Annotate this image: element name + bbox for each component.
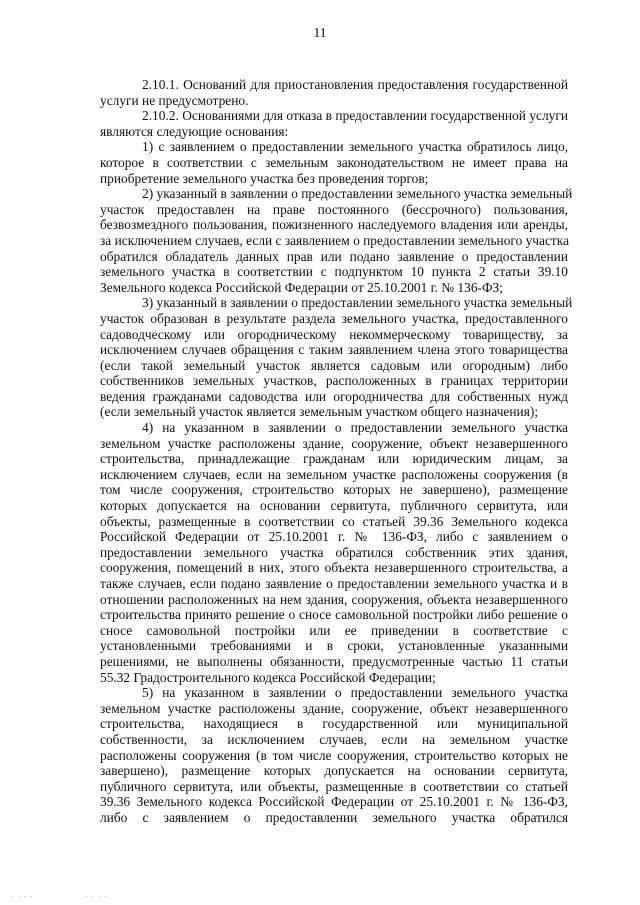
text-line: за исключением случаев, если с заявлением о предоставлении земельного участка xyxy=(100,232,570,248)
document-body xyxy=(100,77,573,826)
scan-mark-left: . . . . xyxy=(12,890,33,899)
text-line: сносе самовольной постройки или ее приведении в соответствие с xyxy=(100,622,568,638)
text-line: отношении расположенных на нем здания, сооружения, объекта незавершенного xyxy=(100,591,568,607)
text-line: земельном участке расположены здание, сооружение, объект незавершенного xyxy=(100,435,568,451)
text-line: приобретение земельного участка без проведения торгов; xyxy=(100,170,429,186)
text-line: Российской Федерации от 25.10.2001 г. № 136-ФЗ, либо с заявлением о xyxy=(100,529,568,545)
text-line: (если земельный участок является земельным участком общего назначения); xyxy=(100,404,539,420)
text-line: решениями, не выполнены обязанности, предусмотренные частью 11 статьи xyxy=(100,653,568,669)
text-line: Земельного кодекса Российской Федерации от 25.10.2001 г. № 136-ФЗ; xyxy=(100,279,503,295)
text-line: 2.10.1. Оснований для приостановления предоставления государственной xyxy=(142,77,568,92)
text-line: 2) указанный в заявлении о предоставлении земельного участка земельный xyxy=(142,186,573,202)
text-line: исключением случаев обращения с таким заявлением члена этого товарищества xyxy=(100,342,568,358)
text-line: ведения гражданами садоводства или огородничества для собственных нужд xyxy=(100,388,568,404)
text-line: участок образован в результате раздела земельного участка, предоставленного xyxy=(100,310,568,326)
text-line: строительства, находящиеся в государственной или муниципальной xyxy=(100,716,568,732)
text-line: которых допускается на основании сервитута, публичного сервитута, или xyxy=(100,498,568,514)
text-line: том числе сооружения, строительство которых не завершено), размещение xyxy=(100,482,568,498)
text-line: 2.10.2. Основаниями для отказа в предоставлении государственной услуги xyxy=(142,108,568,124)
text-line: земельного участка в соответствии с подпунктом 10 пункта 2 статьи 39.10 xyxy=(100,264,568,280)
text-line: объекты, размещенные в соответствии со статьей 39.36 Земельного кодекса xyxy=(100,513,568,529)
scan-mark-right: . . . . xyxy=(86,890,107,899)
text-line: также случаев, если подано заявление о предоставлении земельного участка и в xyxy=(100,576,568,591)
text-line: участок предоставлен на праве постоянного (бессрочного) пользования, xyxy=(100,201,568,217)
page-number: 11 xyxy=(313,25,327,40)
text-line: публичного сервитута, или объекты, размещенные в соответствии со статьей xyxy=(100,778,568,794)
text-line: строительства, принадлежащие гражданам или юридическим лицам, за xyxy=(100,451,568,467)
text-line: 55.32 Градостроительного кодекса Российской Федерации; xyxy=(100,669,436,685)
text-line: либо с заявлением о предоставлении земельного участка обратился xyxy=(100,809,568,825)
text-line: 3) указанный в заявлении о предоставлении земельного участка земельный xyxy=(142,295,573,311)
text-line: собственников земельных участков, расположенных в границах территории xyxy=(100,373,568,389)
text-line: безвозмездного пользования, пожизненного наследуемого владения или аренды, xyxy=(100,217,568,233)
text-line: обратился обладатель данных прав или подано заявление о предоставлении xyxy=(100,248,568,264)
text-line: земельном участке расположены здание, сооружение, объект незавершенного xyxy=(100,700,568,716)
text-line: садоводческому или огородническому некоммерческому товариществу, за xyxy=(100,326,568,342)
text-line: расположены сооружения (в том числе сооружения, строительство которых не xyxy=(100,747,568,763)
text-line: 4) на указанном в заявлении о предоставлении земельного участка xyxy=(142,420,568,436)
text-line: услуги не предусмотрено. xyxy=(100,92,249,108)
text-line: являются следующие основания: xyxy=(100,123,289,139)
text-line: (если такой земельный участок является садовым или огородным) либо xyxy=(100,357,568,373)
text-line: собственности, за исключением случаев, если на земельном участке xyxy=(100,731,568,747)
text-line: предоставлении земельного участка обратился собственник этих здания, xyxy=(100,544,568,560)
text-line: строительства принято решение о сносе самовольной постройки либо решение о xyxy=(100,607,568,623)
text-line: сооружения, помещений в них, этого объекта незавершенного строительства, а xyxy=(100,560,568,576)
text-line: 1) с заявлением о предоставлении земельного участка обратилось лицо, xyxy=(142,139,568,155)
text-line: которое в соответствии с земельным законодательством не имеет права на xyxy=(100,154,568,170)
text-line: 5) на указанном в заявлении о предоставлении земельного участка xyxy=(142,685,568,701)
text-line: 39.36 Земельного кодекса Российской Федерации от 25.10.2001 г. № 136-ФЗ, xyxy=(100,794,568,810)
text-line: установленными требованиями и в сроки, установленные указанными xyxy=(100,638,568,654)
text-line: исключением случаев, если на земельном участке расположены сооружения (в xyxy=(100,466,568,482)
text-line: завершено), размещение которых допускается на основании сервитута, xyxy=(100,763,568,779)
